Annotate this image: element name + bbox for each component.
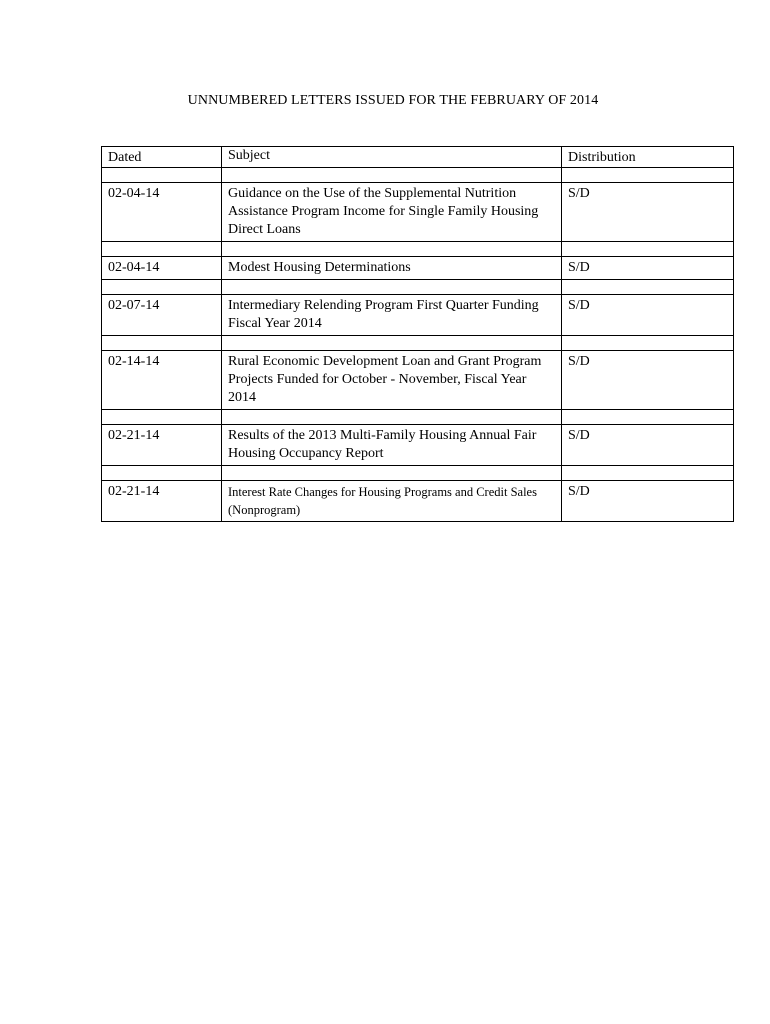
distribution-cell: S/D — [562, 295, 734, 336]
spacer-row — [102, 466, 734, 481]
subject-cell: Intermediary Relending Program First Quarter Funding Fiscal Year 2014 — [222, 295, 562, 336]
spacer-row — [102, 336, 734, 351]
dated-cell: 02-21-14 — [102, 425, 222, 466]
distribution-cell: S/D — [562, 481, 734, 522]
dated-cell: 02-14-14 — [102, 351, 222, 410]
letters-table — [101, 146, 734, 522]
distribution-cell: S/D — [562, 257, 734, 280]
document-title: UNNUMBERED LETTERS ISSUED FOR THE FEBRUARY OF 2014 — [187, 93, 599, 108]
dated-cell: 02-07-14 — [102, 295, 222, 336]
table-row — [102, 351, 734, 410]
spacer-row — [102, 280, 734, 295]
distribution-cell: S/D — [562, 425, 734, 466]
table-row — [102, 481, 734, 522]
dated-column-header: Dated — [102, 147, 222, 168]
spacer-row — [102, 242, 734, 257]
dated-cell: 02-21-14 — [102, 481, 222, 522]
table-row — [102, 257, 734, 280]
table-row — [102, 295, 734, 336]
spacer-row — [102, 410, 734, 425]
distribution-column-header: Distribution — [562, 147, 734, 168]
subject-cell: Interest Rate Changes for Housing Programs and Credit Sales (Nonprogram) — [222, 481, 562, 522]
distribution-cell: S/D — [562, 183, 734, 242]
subject-cell: Rural Economic Development Loan and Grant Program Projects Funded for October - November, Fiscal Year 2014 — [222, 351, 562, 410]
spacer-row — [102, 168, 734, 183]
dated-cell: 02-04-14 — [102, 257, 222, 280]
subject-cell: Modest Housing Determinations — [222, 257, 562, 280]
table-header-row — [102, 147, 734, 168]
dated-cell: 02-04-14 — [102, 183, 222, 242]
table-row — [102, 425, 734, 466]
distribution-cell: S/D — [562, 351, 734, 410]
table-row — [102, 183, 734, 242]
subject-cell: Guidance on the Use of the Supplemental Nutrition Assistance Program Income for Single Family Housing Direct Loans — [222, 183, 562, 242]
subject-cell: Results of the 2013 Multi-Family Housing Annual Fair Housing Occupancy Report — [222, 425, 562, 466]
subject-column-header: Subject — [222, 147, 562, 168]
